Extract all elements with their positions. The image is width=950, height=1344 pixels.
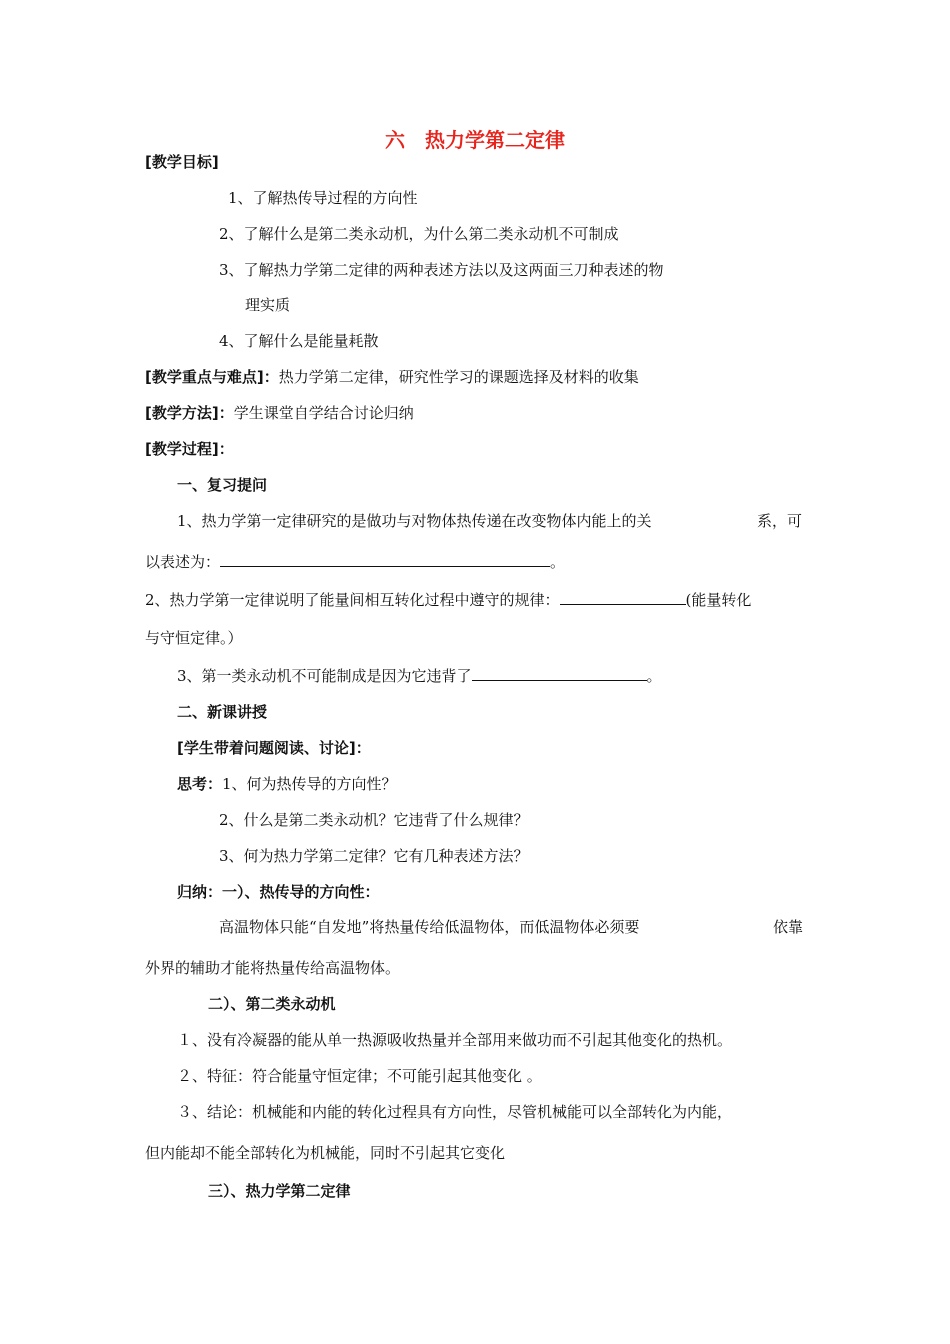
objective-item: 3、了解热力学第二定律的两种表述方法以及这两面三刀种表述的物: [219, 261, 664, 279]
document-title: 六 热力学第二定律: [385, 128, 565, 152]
paragraph-text: 依靠: [773, 918, 804, 936]
new-lesson-heading: 二、新课讲授: [177, 703, 268, 721]
question-text: 2、热力学第一定律说明了能量间相互转化过程中遵守的规律：: [145, 591, 560, 609]
key-points-text: 热力学第二定律，研究性学习的课题选择及材料的收集: [278, 368, 639, 386]
method-text: 学生课堂自学结合讨论归纳: [233, 404, 414, 422]
answer-blank: [220, 552, 550, 567]
review-heading: 一、复习提问: [177, 476, 268, 494]
question-hint: (能量转化: [685, 591, 752, 609]
answer-blank: [472, 666, 647, 681]
review-question-1: 1、热力学第一定律研究的是做功与对物体热传递在改变物体内能上的关: [177, 512, 652, 530]
punctuation: 。: [550, 553, 566, 571]
review-question-2: [145, 590, 751, 610]
review-question-1-continued: 系，可: [757, 512, 803, 530]
key-points-line: [145, 367, 639, 387]
paragraph-text: 外界的辅助才能将热量传给高温物体。: [145, 959, 401, 977]
section-heading: 一）、热传导的方向性：: [222, 883, 380, 901]
paragraph-text: ３、结论：机械能和内能的转化过程具有方向性，尽管机械能可以全部转化为内能，: [177, 1103, 733, 1121]
objective-item: 理实质: [245, 296, 291, 314]
paragraph-text: ２、特征：符合能量守恒定律；不可能引起其他变化 。: [177, 1067, 542, 1085]
think-line-1: [177, 774, 397, 794]
think-question: 2、什么是第二类永动机？它违背了什么规律？: [219, 811, 529, 829]
review-question-3: [177, 666, 662, 686]
summary-line-1: [177, 882, 380, 902]
punctuation: 。: [646, 667, 662, 685]
summary-label: 归纳：: [177, 883, 223, 901]
objectives-heading: [教学目标]: [145, 153, 219, 171]
section-heading: 二）、第二类永动机: [208, 995, 336, 1013]
review-question-1-line-2: [145, 552, 565, 572]
key-points-label: [教学重点与难点]：: [145, 368, 279, 386]
objective-item: 4、了解什么是能量耗散: [219, 332, 379, 350]
answer-blank: [560, 590, 686, 605]
think-question: 1、何为热传导的方向性？: [222, 775, 397, 793]
question-text: 3、第一类永动机不可能制成是因为它违背了: [177, 667, 472, 685]
paragraph-text: 但内能却不能全部转化为机械能，同时不引起其它变化: [145, 1144, 506, 1162]
new-lesson-subheading: [学生带着问题阅读、讨论]：: [177, 739, 371, 757]
paragraph-text: １、没有冷凝器的能从单一热源吸收热量并全部用来做功而不引起其他变化的热机。: [177, 1031, 733, 1049]
method-line: [145, 403, 414, 423]
review-question-2-line-2: 与守恒定律。）: [145, 629, 243, 647]
think-label: 思考：: [177, 775, 223, 793]
think-question: 3、何为热力学第二定律？它有几种表述方法？: [219, 847, 529, 865]
objective-item: 1、了解热传导过程的方向性: [228, 189, 418, 207]
objective-item: 2、了解什么是第二类永动机，为什么第二类永动机不可制成: [219, 225, 619, 243]
paragraph-text: 高温物体只能“自发地”将热量传给低温物体，而低温物体必须要: [219, 918, 640, 936]
method-label: [教学方法]：: [145, 404, 234, 422]
process-label: [教学过程]：: [145, 440, 234, 458]
question-text: 以表述为：: [145, 553, 221, 571]
section-heading: 三）、热力学第二定律: [208, 1182, 351, 1200]
